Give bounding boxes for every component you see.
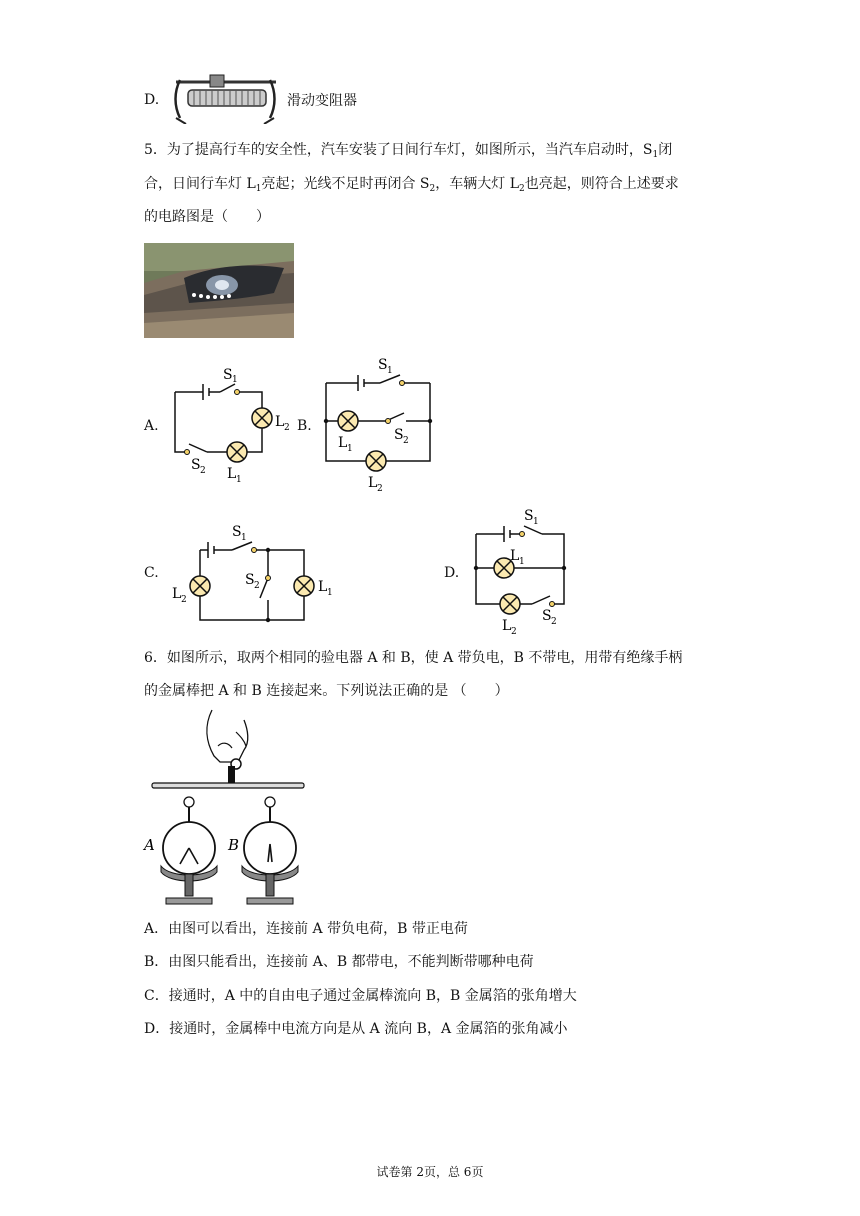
q5-line2: 合，日间行车灯 $L_1$亮起；光线不足时再闭合 $S_2$，车辆大灯 $L_2$也亮起，则符合上述要求 bbox=[144, 176, 679, 194]
circuit-d-s2-sub: 2 bbox=[551, 617, 557, 627]
car-headlight-photo bbox=[144, 243, 294, 338]
circuit-c-s1-sub: 1 bbox=[241, 533, 247, 543]
circuit-a-l1-sub: 1 bbox=[236, 475, 242, 485]
circuit-a-l2-sub: 2 bbox=[284, 423, 290, 433]
electroscope-a-label: A bbox=[144, 836, 155, 854]
circuit-c-l2-sub: 2 bbox=[181, 595, 187, 605]
electroscope-b-label: B bbox=[228, 836, 240, 854]
circuit-a-l1-label: L bbox=[227, 466, 237, 482]
circuit-c-s2-label: S bbox=[245, 572, 255, 588]
q6-choice-d: D．接通时，金属棒中电流方向是从 A 流向 B，A 金属箔的张角减小 bbox=[144, 1021, 568, 1037]
q4-option-d-caption: 滑动变阻器 bbox=[287, 93, 357, 109]
q6-line2: 的金属棒把 A 和 B 连接起来。下列说法正确的是 （ ） bbox=[144, 683, 509, 699]
page-footer: 试卷第 2页，总 6页 bbox=[376, 1165, 484, 1179]
q4-option-d-letter: D. bbox=[144, 92, 160, 108]
circuit-a-s2-label: S bbox=[191, 457, 201, 473]
circuit-c-s2-sub: 2 bbox=[254, 581, 260, 591]
circuit-b-l2-sub: 2 bbox=[377, 484, 383, 494]
circuit-a-s2-sub: 2 bbox=[200, 466, 206, 476]
electroscope-figure bbox=[140, 706, 310, 915]
rheostat-image bbox=[170, 72, 280, 128]
circuit-d-l2-label: L bbox=[502, 618, 512, 634]
q5-option-a-letter: A. bbox=[144, 418, 159, 434]
circuit-d-s1-label: S bbox=[524, 508, 534, 524]
q5-option-c-letter: C. bbox=[144, 565, 159, 581]
q5-option-b-letter: B. bbox=[297, 418, 312, 434]
circuit-d-l1-label: L bbox=[510, 548, 520, 564]
circuit-d-l1-sub: 1 bbox=[519, 557, 525, 567]
circuit-b-l1-label: L bbox=[338, 435, 348, 451]
circuit-c-diagram bbox=[168, 518, 348, 637]
circuit-d-l2-sub: 2 bbox=[511, 627, 517, 637]
circuit-a-diagram bbox=[165, 362, 295, 491]
circuit-b-diagram bbox=[318, 355, 443, 499]
circuit-a-s1-label: S bbox=[223, 367, 233, 383]
q6-choice-a: A．由图可以看出，连接前 A 带负电荷，B 带正电荷 bbox=[144, 921, 468, 937]
circuit-b-s2-label: S bbox=[394, 427, 404, 443]
circuit-b-l2-label: L bbox=[368, 475, 378, 491]
circuit-b-s1-label: S bbox=[378, 357, 388, 373]
circuit-d-s2-label: S bbox=[542, 608, 552, 624]
circuit-c-s1-label: S bbox=[232, 524, 242, 540]
circuit-b-s2-sub: 2 bbox=[403, 436, 409, 446]
q5-option-d-letter: D. bbox=[444, 565, 460, 581]
circuit-c-l1-label: L bbox=[318, 579, 328, 595]
circuit-a-l2-label: L bbox=[275, 414, 285, 430]
circuit-c-l2-label: L bbox=[172, 586, 182, 602]
circuit-d-s1-sub: 1 bbox=[533, 517, 539, 527]
circuit-c-l1-sub: 1 bbox=[327, 588, 333, 598]
circuit-b-l1-sub: 1 bbox=[347, 444, 353, 454]
q5-line1: 5．为了提高行车的安全性，汽车安装了日间行车灯，如图所示，当汽车启动时，$S_1$闭 bbox=[144, 142, 673, 160]
circuit-b-s1-sub: 1 bbox=[387, 366, 393, 376]
q6-choice-c: C．接通时，A 中的自由电子通过金属棒流向 B，B 金属箔的张角增大 bbox=[144, 988, 577, 1004]
circuit-a-s1-sub: 1 bbox=[232, 375, 238, 385]
q6-line1: 6．如图所示，取两个相同的验电器 A 和 B，使 A 带负电，B 不带电，用带有绝缘手柄 bbox=[144, 650, 683, 666]
q5-line3: 的电路图是（ ） bbox=[144, 209, 270, 225]
q6-choice-b: B．由图只能看出，连接前 A、B 都带电，不能判断带哪种电荷 bbox=[144, 954, 534, 970]
circuit-d-diagram bbox=[466, 502, 581, 646]
